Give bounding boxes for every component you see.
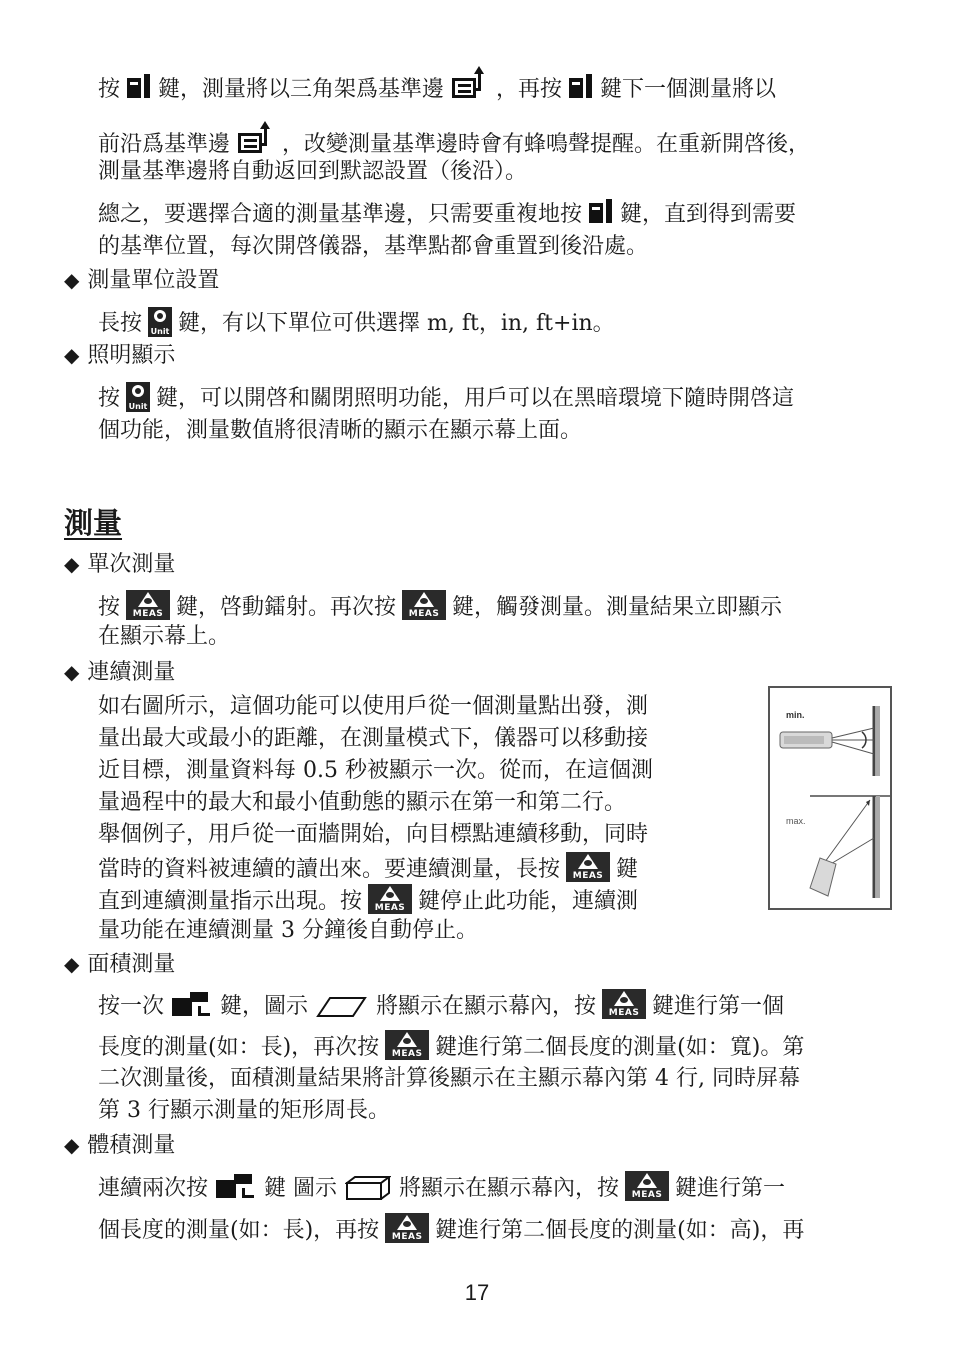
text: 面積測量	[87, 952, 176, 977]
page-number: 17	[464, 1280, 490, 1305]
text: 鍵進行第一個	[652, 994, 785, 1019]
text: 鍵，有以下單位可供選擇 m, ft，in, ft+in。	[178, 311, 615, 336]
text: 按	[98, 77, 121, 102]
area-line4: 第 3 行顯示測量的矩形周長。	[98, 1098, 390, 1123]
text: 按	[98, 386, 121, 411]
volume-symbol-icon	[345, 1175, 391, 1201]
text: 連續兩次按	[98, 1176, 209, 1201]
text: 鍵下一個測量將以	[600, 77, 777, 102]
text: 鍵進行第二個長度的測量(如：寬)。第	[435, 1035, 805, 1060]
light-line1	[98, 382, 794, 414]
text: 按一次	[98, 994, 165, 1019]
meas-key-icon	[385, 1213, 429, 1243]
meas-key-label: MEAS	[391, 1232, 423, 1242]
section-heading: 測量	[64, 506, 123, 540]
text: 長度的測量(如：長)，再次按	[98, 1035, 380, 1060]
meas-key-label: MEAS	[408, 609, 440, 619]
unit-key-label: Unit	[150, 327, 170, 336]
text: 個長度的測量(如：長)，再按	[98, 1218, 380, 1243]
meas-key-label: MEAS	[391, 1049, 423, 1059]
device-shape	[810, 858, 836, 896]
text: 總之，要選擇合適的測量基準邊，只需要重複地按	[98, 202, 583, 227]
front-edge-icon	[236, 123, 276, 157]
para1-line3: 測量基準邊將自動返回到默認設置（後沿）。	[98, 159, 528, 184]
area-line1	[98, 989, 784, 1022]
meas-key-label: MEAS	[572, 871, 604, 881]
text: 將顯示在顯示幕內，按	[399, 1176, 620, 1201]
area-line3: 二次測量後，面積測量結果將計算後顯示在主顯示幕內第 4 行, 同時屏幕	[98, 1066, 800, 1091]
diamond-bullet-icon: ◆	[64, 952, 80, 976]
meas-key-label: MEAS	[132, 609, 164, 619]
min-max-illustration	[770, 688, 890, 908]
unit-section-title	[64, 265, 219, 296]
meas-key-icon	[385, 1030, 429, 1060]
text: 鍵，啓動鐳射。再次按	[176, 595, 397, 620]
diamond-bullet-icon: ◆	[64, 1133, 80, 1157]
meas-key-icon	[126, 590, 170, 620]
unit-key-icon	[148, 307, 172, 337]
diamond-bullet-icon: ◆	[64, 343, 80, 367]
text: 長按	[98, 311, 143, 336]
max-label: max.	[786, 816, 806, 826]
text: 鍵 圖示	[264, 1176, 338, 1201]
text: ，再按	[496, 77, 563, 102]
meas-key-label: MEAS	[608, 1008, 640, 1018]
area-line2	[98, 1030, 804, 1063]
text: 鍵，可以開啓和關閉照明功能，用戶可以在黑暗環境下隨時開啓這	[156, 386, 795, 411]
diamond-bullet-icon: ◆	[64, 268, 80, 292]
text: 鍵，測量將以三角架爲基準邊	[158, 77, 445, 102]
min-max-diagram	[768, 686, 892, 910]
light-line2: 個功能，測量數值將很清晰的顯示在顯示幕上面。	[98, 418, 583, 443]
continuous-title	[64, 657, 175, 688]
text: 連續測量	[87, 660, 176, 685]
text: 鍵，圖示	[220, 994, 309, 1019]
single-line2: 在顯示幕上。	[98, 624, 231, 649]
continuous-line1: 如右圖所示，這個功能可以使用戶從一個測量點出發，測	[98, 694, 649, 719]
para1-line4	[98, 199, 796, 230]
meas-key-label: MEAS	[631, 1190, 663, 1200]
reference-key-icon	[126, 74, 152, 100]
para1-line1	[98, 68, 776, 105]
unit-line1	[98, 307, 615, 339]
unit-key-label: Unit	[128, 402, 148, 411]
beam-line	[832, 728, 874, 738]
unit-key-icon	[126, 382, 150, 412]
diamond-bullet-icon: ◆	[64, 660, 80, 684]
single-line1	[98, 590, 782, 623]
text: 鍵	[616, 857, 639, 882]
text: 前沿爲基準邊	[98, 132, 231, 157]
text: 鍵進行第二個長度的測量(如：高)，再	[435, 1218, 805, 1243]
diamond-bullet-icon: ◆	[64, 552, 80, 576]
meas-key-icon	[402, 590, 446, 620]
text: ，改變測量基準邊時會有蜂鳴聲提醒。在重新開啓後，	[282, 132, 811, 157]
text: 直到連續測量指示出現。按	[98, 889, 363, 914]
text: 鍵停止此功能，連續測	[418, 889, 639, 914]
text: 鍵，直到得到需要	[620, 202, 797, 227]
meas-key-icon	[368, 884, 412, 914]
para1-line2	[98, 123, 810, 160]
device-detail	[784, 736, 824, 744]
volume-line1	[98, 1171, 785, 1204]
meas-key-icon	[602, 989, 646, 1019]
volume-line2	[98, 1213, 804, 1246]
text: 測量單位設置	[87, 268, 220, 293]
meas-key-icon	[566, 852, 610, 882]
text: 體積測量	[87, 1133, 176, 1158]
beam-line	[822, 800, 870, 866]
text: 照明顯示	[87, 343, 176, 368]
continuous-line6	[98, 852, 638, 885]
text: 單次測量	[87, 552, 176, 577]
text: 鍵，觸發測量。測量結果立即顯示	[452, 595, 783, 620]
light-section-title	[64, 340, 175, 371]
continuous-line4: 量過程中的最大和最小值動態的顯示在第一和第二行。	[98, 790, 627, 815]
min-label: min.	[786, 710, 805, 720]
reference-key-icon	[588, 199, 614, 225]
meas-key-label: MEAS	[374, 903, 406, 913]
meas-key-icon	[625, 1171, 669, 1201]
beam-line	[832, 742, 874, 754]
single-title	[64, 549, 175, 580]
area-title	[64, 949, 175, 980]
continuous-line7	[98, 884, 638, 917]
tripod-edge-icon	[450, 68, 490, 102]
volume-title	[64, 1130, 175, 1161]
continuous-line5: 舉個例子，用戶從一面牆開始，向目標點連續移動，同時	[98, 822, 649, 847]
text: 將顯示在顯示幕內，按	[376, 994, 597, 1019]
continuous-line3: 近目標，測量資料每 0.5 秒被顯示一次。從而，在這個測	[98, 758, 653, 783]
reference-key-icon	[568, 74, 594, 100]
text: 鍵進行第一	[675, 1176, 786, 1201]
text: 當時的資料被連續的讀出來。要連續測量，長按	[98, 857, 561, 882]
text: 按	[98, 595, 121, 620]
area-symbol-icon	[316, 995, 368, 1019]
para1-line5: 的基準位置，每次開啓儀器，基準點都會重置到後沿處。	[98, 234, 649, 259]
continuous-line2: 量出最大或最小的距離，在測量模式下，儀器可以移動接	[98, 726, 649, 751]
function-key-icon	[214, 1172, 258, 1200]
continuous-line8: 量功能在連續測量 3 分鐘後自動停止。	[98, 918, 478, 943]
function-key-icon	[170, 990, 214, 1018]
